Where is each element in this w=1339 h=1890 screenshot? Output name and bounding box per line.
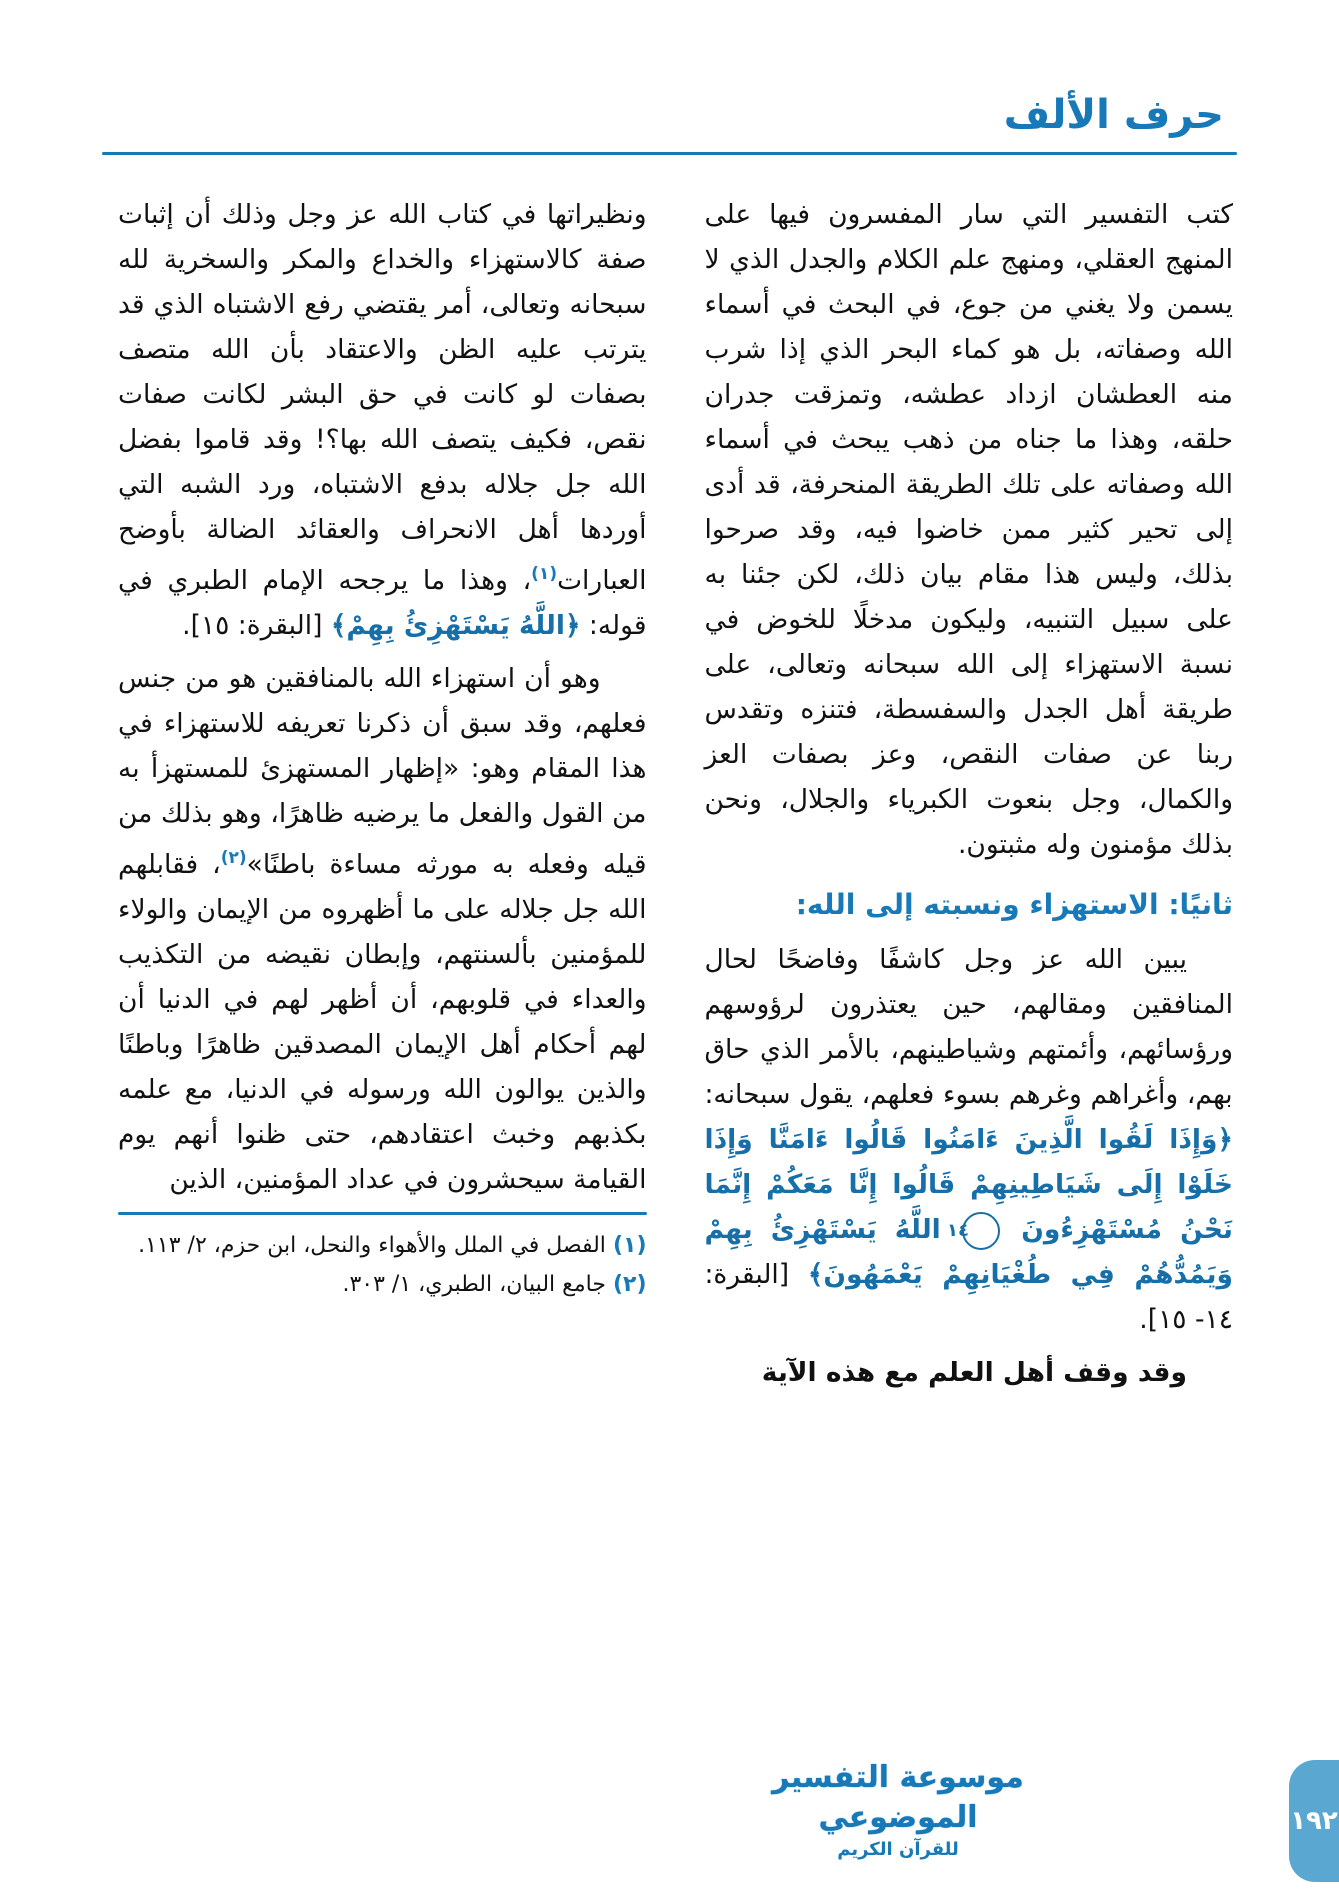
footnote-number: (٢) (612, 1271, 647, 1297)
paragraph-with-verse (705, 937, 1234, 1342)
ayah-number: ١٤ (962, 1212, 1000, 1250)
footnote-item (118, 1266, 647, 1303)
paragraph: وقد وقف أهل العلم مع هذه الآية (761, 1357, 1187, 1388)
publisher-logo-subtitle: للقرآن الكريم (837, 1839, 959, 1860)
footnote-number: (١) (612, 1232, 647, 1258)
footnote-text: جامع البيان، الطبري، ١/ ٣٠٣. (342, 1271, 606, 1297)
paragraph-text: وهو أن استهزاء الله بالمنافقين هو من جنس فعلهم، وقد سبق أن ذكرنا تعريفه للاستهزاء في هذا المقام وهو: «إظهار المستهزئ للمستهزأ به من القول والفعل ما يرضيه ظاهرًا، وهو بذلك من قيله وفعله به مورثه مساءة باطنًا» (118, 662, 647, 880)
verse-reference: [البقرة: ١٥]. (182, 609, 331, 641)
paragraph-text: يبين الله عز وجل كاشفًا وفاضحًا لحال المنافقين ومقالهم، حين يعتذرون لرؤوسهم ورؤسائهم، وأئمتهم وشياطينهم، بالأمر الذي حاق بهم، وأغراهم وغرهم بسوء فعلهم، يقول سبحانه: (704, 944, 1233, 1110)
footnotes-block (118, 1227, 647, 1303)
verse-reference: [البقرة: ١٤- ١٥]. (704, 1259, 1233, 1335)
quran-verse: ﴿وَإِذَا لَقُوا الَّذِينَ ءَامَنُوا قَالُوا ءَامَنَّا وَإِذَا خَلَوْا إِلَى شَيَاطِينِهِمْ قَالُوا إِنَّا مَعَكُمْ إِنَّمَا نَحْنُ مُسْتَهْزِءُونَ (704, 1124, 1233, 1245)
paragraph-with-verse (118, 192, 647, 648)
paragraph-text: ، فقابلهم الله جل جلاله على ما أظهروه من الإيمان والولاء للمؤمنين بألسنتهم، وإبطان نقيضه من التكذيب والعداء في قلوبهم، أن أظهر لهم في الدنيا أن لهم أحكام أهل الإيمان المصدقين ظاهرًا وباطنًا والذين يوالون الله ورسوله في الدنيا، مع علمه بكذبهم وخبث اعتقادهم، حتى ظنوا أنهم يوم القيامة سيحشرون في عداد المؤمنين، الذين (118, 848, 647, 1195)
paragraph-text: ونظيراتها في كتاب الله عز وجل وذلك أن إثبات صفة كالاستهزاء والخداع والمكر والسخرية لله سبحانه وتعالى، أمر يقتضي رفع الاشتباه الذي قد يترتب عليه الظن والاعتقاد بأن الله متصف بصفات لو كانت في حق البشر لكانت صفات نقص، فكيف يتصف الله بها؟! وقد قاموا بفضل الله جل جلاله بدفع الاشتباه، ورد الشبه التي أوردها أهل الانحراف والعقائد الضالة بأوضح العبارات (118, 199, 647, 596)
header-divider-line (102, 152, 1237, 155)
quran-verse: ﴿اللَّهُ يَسْتَهْزِئُ بِهِمْ﴾ (330, 609, 581, 641)
section-heading: ثانيًا: الاستهزاء ونسبته إلى الله: (795, 888, 1233, 921)
paragraph (118, 656, 647, 1202)
page-number-tab (1289, 1760, 1339, 1882)
page-body (118, 192, 1233, 1403)
right-column (705, 192, 1234, 1403)
footnotes-separator-line (118, 1212, 647, 1215)
footnote-marker: (٢) (220, 847, 247, 868)
footnote-text: الفصل في الملل والأهواء والنحل، ابن حزم، ٢/ ١١٣. (138, 1232, 606, 1258)
publisher-logo-title: موسوعة التفسير الموضوعي (772, 1760, 1024, 1835)
quran-verse: اللَّهُ يَسْتَهْزِئُ بِهِمْ وَيَمُدُّهُمْ فِي طُغْيَانِهِمْ يَعْمَهُونَ﴾ (704, 1214, 1233, 1290)
chapter-header: حرف الألف (1003, 92, 1224, 138)
paragraph: كتب التفسير التي سار المفسرون فيها على المنهج العقلي، ومنهج علم الكلام والجدل الذي لا يسمن ولا يغني من جوع، في البحث في أسماء الله وصفاته، بل هو كماء البحر الذي إذا شرب منه العطشان ازداد عطشه، وتمزقت جدران حلقه، وهذا ما جناه من ذهب يبحث في أسماء الله وصفاته على تلك الطريقة المنحرفة، قد أدى إلى تحير كثير ممن خاضوا فيه، وقد صرحوا بذلك، وليس هذا مقام بيان ذلك، لكن جئنا به على سبيل التنبيه، وليكون مدخلًا للخوض في نسبة الاستهزاء إلى الله سبحانه وتعالى، على طريقة أهل الجدل والسفسطة، فتنزه وتقدس ربنا عن صفات النقص، وعز بصفات العز والكمال، وجل بنعوت الكبرياء والجلال، ونحن بذلك مؤمنون وله مثبتون. (704, 199, 1233, 860)
paragraph-text: ، وهذا ما يرجحه الإمام الطبري في قوله: (118, 564, 647, 641)
footnote-item (118, 1227, 647, 1264)
left-column (118, 192, 647, 1403)
publisher-logo (768, 1758, 1028, 1862)
footnote-marker: (١) (531, 564, 558, 584)
page-number: ١٩٢ (1290, 1806, 1338, 1836)
